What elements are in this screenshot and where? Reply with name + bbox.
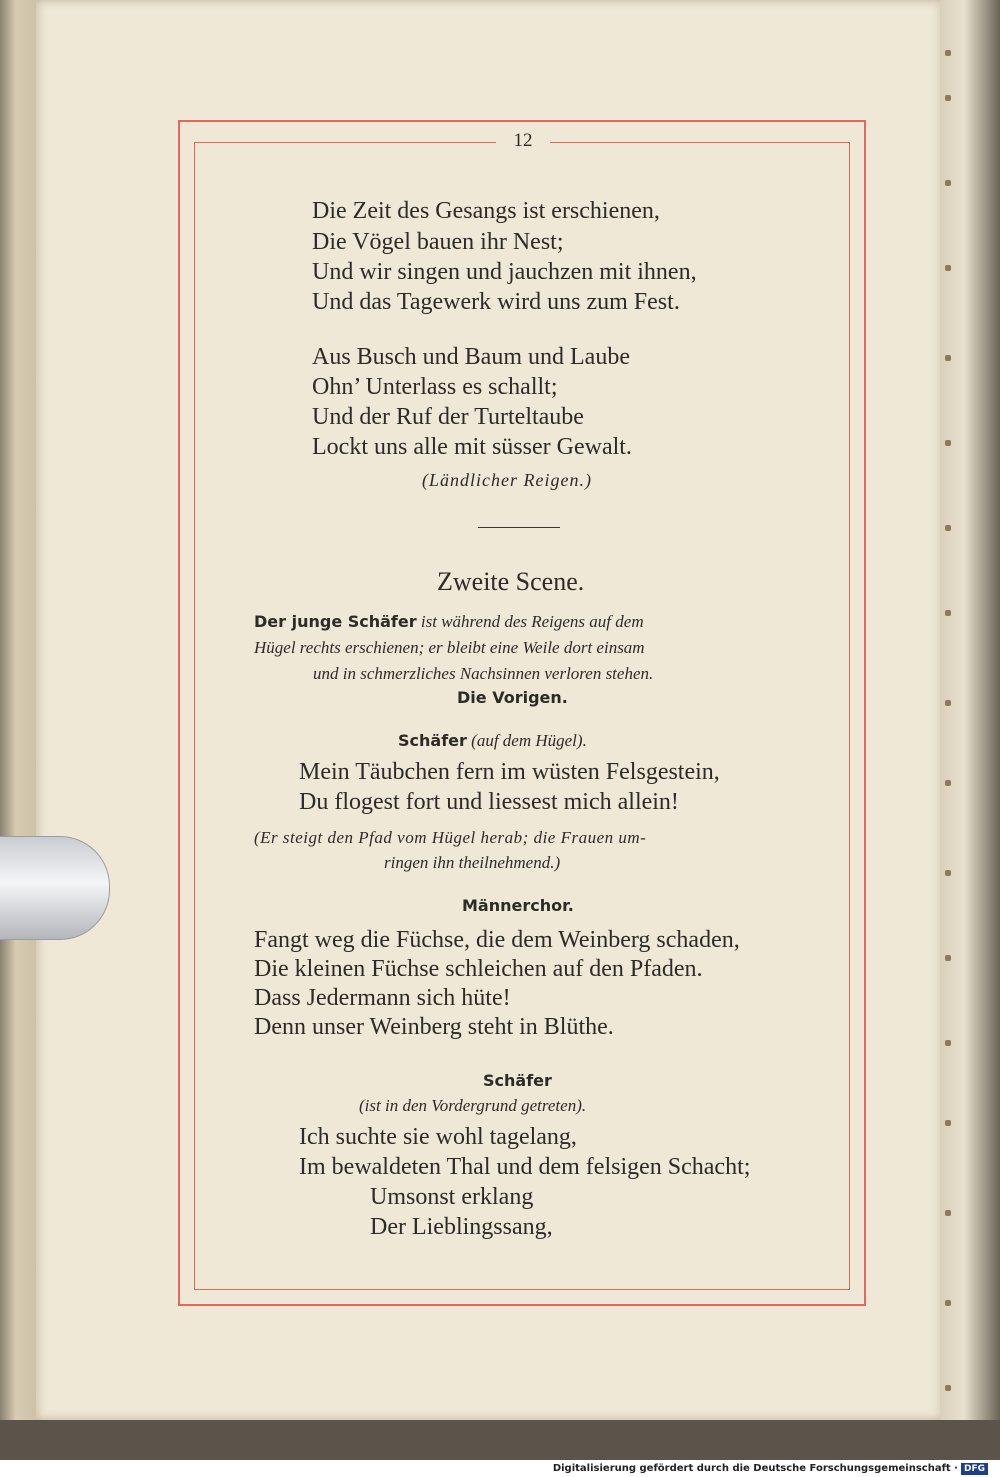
- left-book-edge: [0, 0, 40, 1460]
- page-edge-mark: [945, 1120, 951, 1126]
- page-edge-mark: [945, 870, 951, 876]
- verse-line: Ich suchte sie wohl tagelang,: [299, 1124, 577, 1150]
- page-edge-mark: [945, 1040, 951, 1046]
- page-edge-mark: [945, 610, 951, 616]
- page-edge-mark: [945, 700, 951, 706]
- page-edge-mark: [945, 440, 951, 446]
- verse-line: Mein Täubchen fern im wüsten Felsgestein,: [299, 759, 720, 785]
- speaker-name: Schäfer: [398, 731, 467, 750]
- scene-title: Zweite Scene.: [437, 567, 585, 596]
- stage-direction: Hügel rechts erschienen; er bleibt eine Weile dort einsam: [254, 638, 645, 657]
- verse-line: Fangt weg die Füchse, die dem Weinberg schaden,: [254, 927, 740, 953]
- stage-direction: (ist in den Vordergrund getreten).: [359, 1096, 587, 1115]
- verse-line: Im bewaldeten Thal und dem felsigen Schacht;: [299, 1154, 751, 1180]
- digitization-credit: [553, 1460, 988, 1477]
- right-page-stack: [940, 0, 1000, 1460]
- speaker-heading: [398, 731, 587, 751]
- speaker-name: Männerchor.: [462, 896, 574, 915]
- stage-text: (auf dem Hügel).: [471, 731, 587, 750]
- page-edge-mark: [945, 780, 951, 786]
- section-divider: [478, 527, 560, 528]
- verse-line: Und der Ruf der Turteltaube: [312, 404, 584, 430]
- verse-line: Die Vögel bauen ihr Nest;: [312, 229, 564, 255]
- stage-direction: und in schmerzliches Nachsinnen verloren stehen.: [313, 664, 654, 683]
- page-clip: [0, 836, 110, 940]
- page-edge-mark: [945, 1210, 951, 1216]
- verse-line: Die kleinen Füchse schleichen auf den Pfaden.: [254, 956, 703, 982]
- speaker-name: Schäfer: [483, 1071, 552, 1090]
- verse-line: Dass Jedermann sich hüte!: [254, 985, 511, 1011]
- verse-line: Lockt uns alle mit süsser Gewalt.: [312, 434, 632, 460]
- verse-line: Umsonst erklang: [370, 1184, 534, 1210]
- verse-line: Ohn’ Unterlass es schallt;: [312, 374, 558, 400]
- verse-line: Du flogest fort und liessest mich allein!: [299, 789, 679, 815]
- page-edge-mark: [945, 50, 951, 56]
- verse-line: Denn unser Weinberg steht in Blüthe.: [254, 1014, 614, 1040]
- verse-line: Und wir singen und jauchzen mit ihnen,: [312, 259, 697, 285]
- verse-line: Aus Busch und Baum und Laube: [312, 344, 630, 370]
- page-number: 12: [508, 130, 538, 152]
- credit-text: Digitalisierung gefördert durch die Deutsche Forschungsgemeinschaft ·: [552, 1463, 958, 1474]
- frame-top-rule-right: [550, 142, 850, 143]
- scan-background: [0, 1420, 1000, 1460]
- page-edge-mark: [945, 1385, 951, 1391]
- stage-text: ist während des Reigens auf dem: [420, 612, 644, 631]
- frame-top-rule-left: [194, 142, 496, 143]
- character-name: Der junge Schäfer: [254, 612, 417, 631]
- page-edge-mark: [945, 95, 951, 101]
- page-edge-mark: [945, 355, 951, 361]
- verse-line: Die Zeit des Gesangs ist erschienen,: [312, 198, 660, 224]
- page-edge-mark: [945, 265, 951, 271]
- stage-direction: (Er steigt den Pfad vom Hügel herab; die Frauen um-: [254, 828, 647, 847]
- dfg-logo: DFG: [961, 1463, 988, 1475]
- stage-direction: (Ländlicher Reigen.): [422, 470, 592, 490]
- verse-line: Und das Tagewerk wird uns zum Fest.: [312, 289, 680, 315]
- page-edge-mark: [945, 180, 951, 186]
- stage-direction: ringen ihn theilnehmend.): [384, 853, 561, 872]
- stage-direction: [254, 612, 644, 632]
- page-edge-mark: [945, 525, 951, 531]
- page-edge-mark: [945, 955, 951, 961]
- character-list: Die Vorigen.: [457, 688, 568, 707]
- page-edge-mark: [945, 1300, 951, 1306]
- verse-line: Der Lieblingssang,: [370, 1214, 553, 1240]
